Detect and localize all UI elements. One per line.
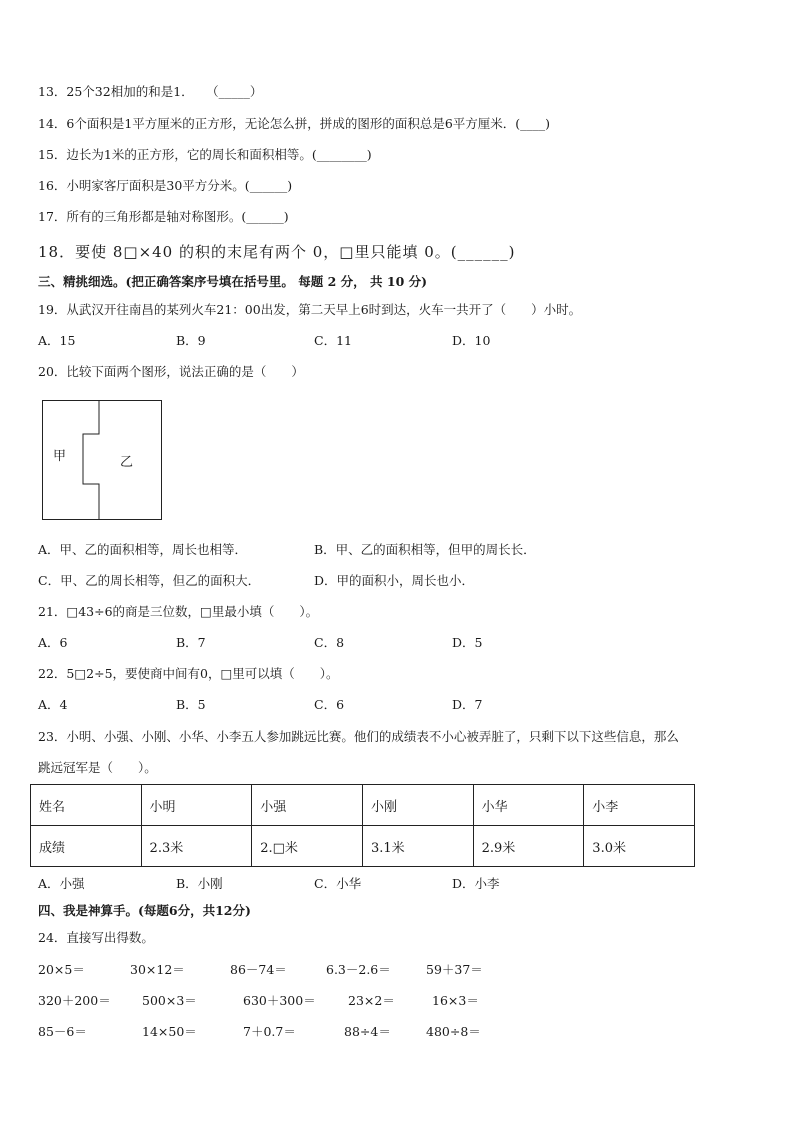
section-3-title: 三、精挑细选。(把正确答案序号填在括号里。 每题 2 分， 共 10 分): [38, 274, 428, 289]
table-cell: 小李: [584, 785, 695, 826]
calc-item: 480÷8＝: [426, 1024, 481, 1039]
table-cell: 小明: [141, 785, 252, 826]
calc-item: 88÷4＝: [344, 1024, 391, 1039]
question-17: 17．所有的三角形都是轴对称图形。(______): [38, 209, 289, 224]
table-cell: 小刚: [362, 785, 473, 826]
question-13: 13．25个32相加的和是1． （_____）: [38, 84, 263, 99]
q22-option-a: A．4: [38, 697, 68, 712]
q22-option-b: B．5: [176, 697, 206, 712]
q20-option-a: A．甲、乙的面积相等，周长也相等．: [38, 542, 248, 557]
question-14: 14．6个面积是1平方厘米的正方形，无论怎么拼，拼成的图形的面积总是6平方厘米．(____): [38, 116, 551, 131]
calc-item: 500×3＝: [142, 993, 197, 1008]
q19-option-a: A．15: [38, 333, 76, 348]
calc-item: 85－6＝: [38, 1024, 87, 1039]
table-row: [31, 826, 695, 867]
calc-item: 86－74＝: [230, 962, 287, 977]
question-18: 18．要使 8□×40 的积的末尾有两个 0，□里只能填 0。(______): [38, 243, 516, 261]
shape-figure: [42, 400, 162, 520]
table-cell: 3.0米: [584, 826, 695, 867]
table-cell: 2.3米: [141, 826, 252, 867]
shape-yi-label: 乙: [120, 455, 134, 470]
calc-item: 630＋300＝: [243, 993, 316, 1008]
calc-item: 20×5＝: [38, 962, 85, 977]
question-15: 15．边长为1米的正方形，它的周长和面积相等。(________): [38, 147, 372, 162]
q21-option-a: A．6: [38, 635, 68, 650]
q20-option-d: D．甲的面积小，周长也小．: [314, 573, 475, 588]
calc-item: 16×3＝: [432, 993, 479, 1008]
q23-option-d: D．小李: [452, 876, 500, 891]
calc-item: 30×12＝: [130, 962, 185, 977]
table-cell: 2.□米: [252, 826, 363, 867]
table-cell: 小强: [252, 785, 363, 826]
calc-item: 23×2＝: [348, 993, 395, 1008]
q22-option-c: C．6: [314, 697, 345, 712]
calc-item: 7＋0.7＝: [243, 1024, 296, 1039]
table-cell: 小华: [473, 785, 584, 826]
q23-option-b: B．小刚: [176, 876, 223, 891]
calc-item: 320＋200＝: [38, 993, 111, 1008]
question-20: 20．比较下面两个图形，说法正确的是（ ）: [38, 364, 304, 379]
score-table: [30, 784, 695, 867]
calc-item: 59＋37＝: [426, 962, 483, 977]
calc-item: 14×50＝: [142, 1024, 197, 1039]
q21-option-c: C．8: [314, 635, 345, 650]
q23-option-a: A．小强: [38, 876, 85, 891]
question-23-line-1: 23．小明、小强、小刚、小华、小李五人参加跳远比赛。他们的成绩表不小心被弄脏了，只剩下以下这些信息，那么: [38, 729, 679, 744]
question-23-line-2: 跳远冠军是（ ）。: [38, 760, 157, 775]
table-cell: 3.1米: [362, 826, 473, 867]
q20-option-b: B．甲、乙的面积相等，但甲的周长长．: [314, 542, 536, 557]
q20-option-c: C．甲、乙的周长相等，但乙的面积大．: [38, 573, 261, 588]
shape-jia-label: 甲: [53, 449, 67, 464]
question-21: 21．□43÷6的商是三位数，□里最小填（ ）。: [38, 604, 319, 619]
table-cell: 2.9米: [473, 826, 584, 867]
q23-option-c: C．小华: [314, 876, 362, 891]
table-cell: 成绩: [31, 826, 142, 867]
q19-option-b: B．9: [176, 333, 206, 348]
question-24: 24．直接写出得数。: [38, 930, 154, 945]
q21-option-d: D．5: [452, 635, 483, 650]
question-16: 16．小明家客厅面积是30平方分米。(______): [38, 178, 293, 193]
table-cell: 姓名: [31, 785, 142, 826]
table-row: [31, 785, 695, 826]
q19-option-c: C．11: [314, 333, 352, 348]
calc-item: 6.3－2.6＝: [326, 962, 391, 977]
section-4-title: 四、我是神算手。(每题6分，共12分): [38, 903, 251, 918]
q19-option-d: D．10: [452, 333, 491, 348]
q21-option-b: B．7: [176, 635, 206, 650]
question-22: 22．5□2÷5，要使商中间有0，□里可以填（ ）。: [38, 666, 339, 681]
q22-option-d: D．7: [452, 697, 483, 712]
question-19: 19．从武汉开往南昌的某列火车21：00出发，第二天早上6时到达，火车一共开了（ ）小时。: [38, 302, 582, 317]
